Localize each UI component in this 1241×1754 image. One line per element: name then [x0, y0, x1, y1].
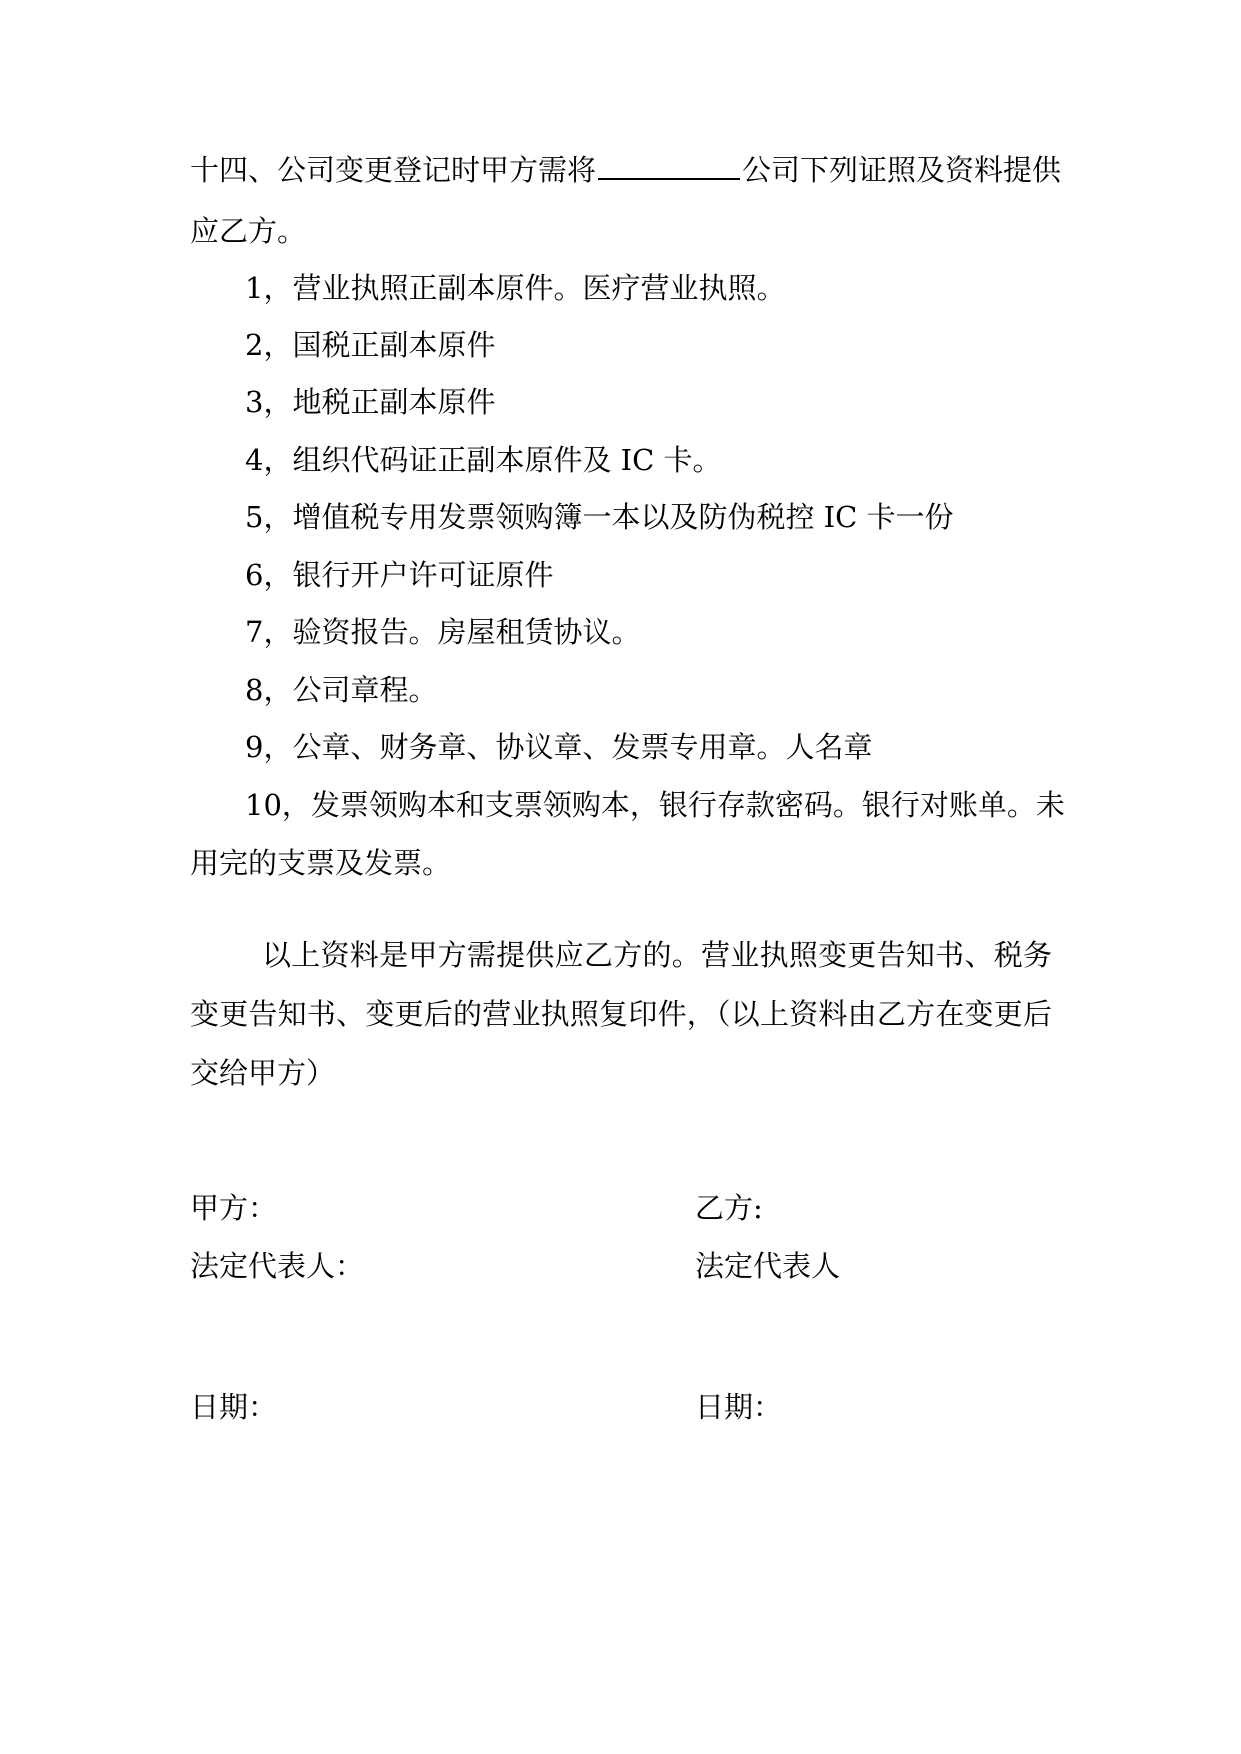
- party-a-representative-label: 法定代表人：: [190, 1249, 365, 1283]
- list-item: 7，验资报告。房屋租赁协议。: [245, 615, 641, 649]
- clause-title-line2: 应乙方。: [190, 214, 307, 248]
- note-line2: 变更告知书、变更后的营业执照复印件，（以上资料由乙方在变更后: [190, 997, 1052, 1031]
- list-item: 6，银行开户许可证原件: [245, 558, 554, 592]
- clause-title-suffix: 公司下列证照及资料提供: [742, 153, 1062, 187]
- list-item: 1，营业执照正副本原件。医疗营业执照。: [245, 271, 786, 305]
- note-line3: 交给甲方）: [190, 1056, 336, 1090]
- list-item: 5，增值税专用发票领购簿一本以及防伪税控 IC 卡一份: [245, 500, 954, 534]
- party-b-date-label: 日期：: [695, 1390, 783, 1424]
- party-b-representative-label: 法定代表人: [695, 1249, 841, 1283]
- party-a-label: 甲方：: [190, 1191, 278, 1225]
- list-item: 9，公章、财务章、协议章、发票专用章。人名章: [245, 730, 873, 764]
- list-item: 3，地税正副本原件: [245, 385, 496, 419]
- clause-title-prefix: 十四、公司变更登记时甲方需将: [190, 153, 597, 187]
- party-b-label: 乙方:: [695, 1191, 763, 1225]
- note-line1: 以上资料是甲方需提供应乙方的。营业执照变更告知书、税务: [262, 938, 1052, 972]
- company-name-blank: [598, 150, 740, 180]
- list-item: 2，国税正副本原件: [245, 328, 496, 362]
- list-item: 8，公司章程。: [245, 673, 438, 707]
- list-item-10-line2: 用完的支票及发票。: [190, 846, 452, 880]
- list-item: 4，组织代码证正副本原件及 IC 卡。: [245, 443, 722, 477]
- clause-title-line1: [190, 150, 1062, 190]
- party-a-date-label: 日期：: [190, 1390, 278, 1424]
- list-item-10-line1: 10，发票领购本和支票领购本，银行存款密码。银行对账单。未: [245, 788, 1065, 822]
